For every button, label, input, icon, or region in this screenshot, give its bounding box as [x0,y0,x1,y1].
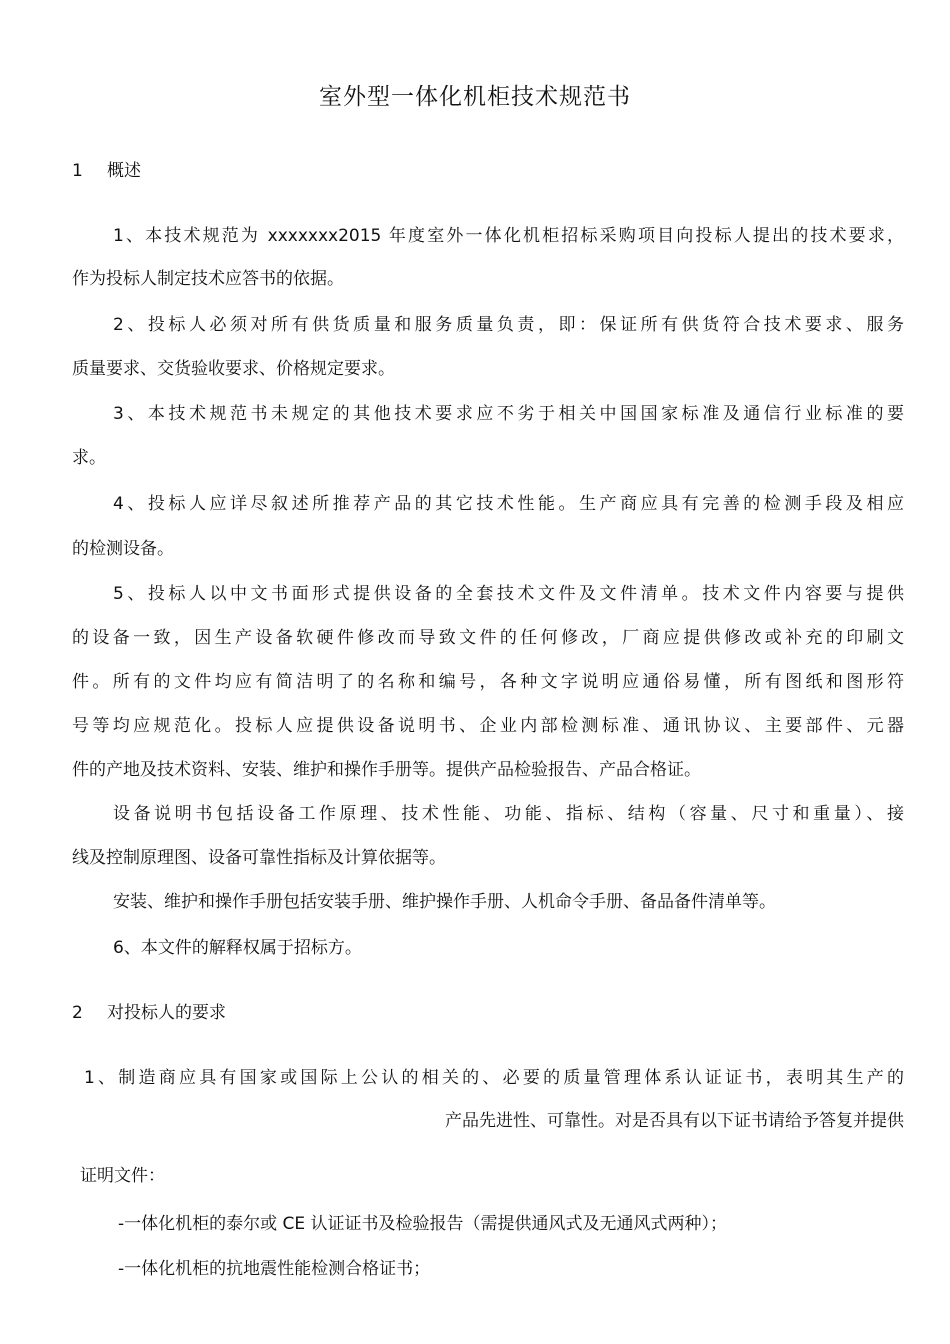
paragraph-line: 设备说明书包括设备工作原理、技术性能、功能、指标、结构（容量、尺寸和重量）、接 [113,804,904,824]
paragraph-line: 件。所有的文件均应有简洁明了的名称和编号，各种文字说明应通俗易懂，所有图纸和图形符 [72,672,904,692]
document-title: 室外型一体化机柜技术规范书 [319,84,631,110]
section-2-heading [72,998,226,1023]
list-item: -一体化机柜的抗地震性能检测合格证书； [118,1259,431,1279]
paragraph-line: 2、投标人必须对所有供货质量和服务质量负责，即：保证所有供货符合技术要求、服务 [113,315,904,335]
paragraph-line: 的检测设备。 [72,539,174,559]
paragraph-line: 1、制造商应具有国家或国际上公认的相关的、必要的质量管理体系认证证书，表明其生产的 [84,1068,904,1088]
paragraph-line: 求。 [72,448,106,468]
list-item: -一体化机柜的泰尔或 CE 认证证书及检验报告（需提供通风式及无通风式两种）； [118,1214,728,1234]
paragraph-line: 件的产地及技术资料、安装、维护和操作手册等。提供产品检验报告、产品合格证。 [72,760,701,780]
paragraph-line: 6、本文件的解释权属于招标方。 [113,938,362,958]
paragraph-line: 号等均应规范化。投标人应提供设备说明书、企业内部检测标准、通讯协议、主要部件、元器 [72,716,904,736]
section-1-number: 1 [72,161,83,181]
section-2-title: 对投标人的要求 [107,1003,226,1023]
paragraph-line: 产品先进性、可靠性。对是否具有以下证书请给予答复并提供 [445,1111,904,1131]
paragraph-line: 质量要求、交货验收要求、价格规定要求。 [72,359,395,379]
paragraph-line: 3、本技术规范书未规定的其他技术要求应不劣于相关中国国家标准及通信行业标准的要 [113,404,904,424]
paragraph-line: 安装、维护和操作手册包括安装手册、维护操作手册、人机命令手册、备品备件清单等。 [113,892,776,912]
section-1-heading [72,156,141,181]
section-1-title: 概述 [107,161,141,181]
paragraph-line: 5、投标人以中文书面形式提供设备的全套技术文件及文件清单。技术文件内容要与提供 [113,584,904,604]
paragraph-line: 作为投标人制定技术应答书的依据。 [72,269,344,289]
paragraph-line: 证明文件： [80,1166,165,1186]
paragraph-line: 4、投标人应详尽叙述所推荐产品的其它技术性能。生产商应具有完善的检测手段及相应 [113,494,904,514]
paragraph-line: 1、本技术规范为 xxxxxxx2015 年度室外一体化机柜招标采购项目向投标人提出的技术要求， [113,226,904,246]
paragraph-line: 线及控制原理图、设备可靠性指标及计算依据等。 [72,848,446,868]
section-2-number: 2 [72,1003,83,1023]
paragraph-line: 的设备一致，因生产设备软硬件修改而导致文件的任何修改，厂商应提供修改或补充的印刷文 [72,628,904,648]
